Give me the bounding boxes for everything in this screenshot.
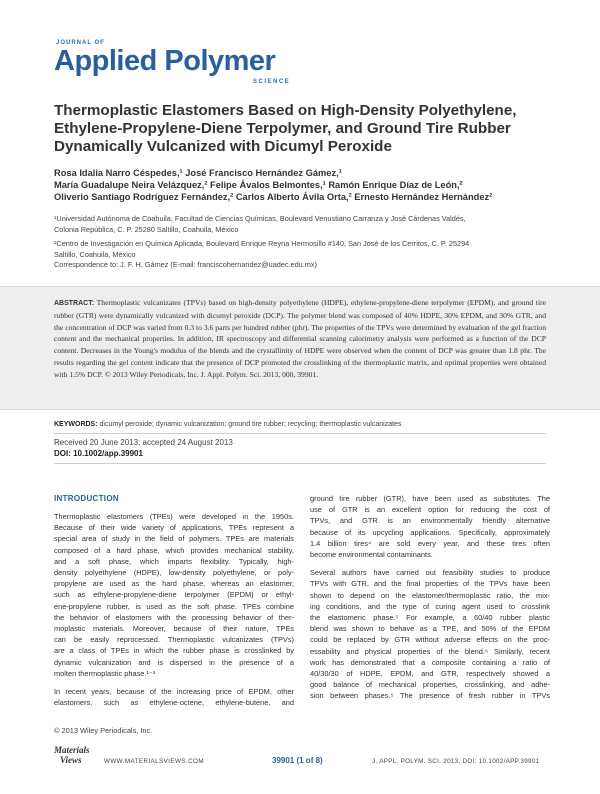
doi: DOI: 10.1002/app.39901 [54,449,143,458]
affiliation-line: ²Centro de Investigación en Química Aplicada, Boulevard Enrique Reyna Hermosillo #140, San José de los Cerritos, C. P. 25294 [54,239,470,248]
body-line: Because of their wide variety of applications, TPEs represent a [54,523,294,533]
body-line: molten thermoplastic phase.¹⁻³ [54,668,156,678]
journal-logo [54,40,314,86]
divider [54,463,546,464]
body-line: become environmental contaminants. [310,550,433,560]
author-list [54,167,554,203]
body-line: and a soft phase, which imparts flexibility. Typically, high- [54,556,294,566]
body-line: ground tire rubber (GTR), have been used as substitutes. The [310,494,550,503]
body-line: can be easily reprocessed. Thermoplastic vulcanizates (TPVs) [54,635,294,645]
divider [54,433,546,434]
journal-logo-top: JOURNAL OF [56,40,105,46]
title-line: Thermoplastic Elastomers Based on High-Density Polyethylene, [54,102,517,119]
affiliation-line: Colonia República, C. P. 25280 Saltillo, Coahuila, México [54,224,239,234]
footer-url: WWW.MATERIALSVIEWS.COM [104,758,204,765]
copyright: © 2013 Wiley Periodicals, Inc. [54,726,153,735]
materials-views-logo [54,745,88,771]
article-title [54,102,524,156]
body-line: density polyethylene (HDPE), low-density polyethylene, or poly- [54,568,294,578]
body-line: ing conditions, and the type of curing agent used to crosslink [310,601,550,611]
body-line: propylene are used as the hard phase, whereas an elastomer, [54,579,294,589]
body-line: 40/30/30 of HDPE, EPDM, and GTR, respectively showed a [310,669,550,679]
author-line: María Guadalupe Neira Velázquez,² Felipe Ávalos Belmontes,¹ Ramón Enrique Díaz de León,² [54,180,463,190]
body-line: blend was shown to behave as a TPE, and 50% of the EPDM [310,624,550,634]
body-line: could be replaced by GTR without adverse effects on the proc- [310,635,550,645]
title-line: Dynamically Vulcanized with Dicumyl Peroxide [54,138,392,155]
journal-logo-name: Applied Polymer [54,45,276,77]
body-line: special area of study in the field of polymers. TPEs are materials [54,534,294,544]
abstract-label: ABSTRACT: [54,300,95,307]
body-line: TPVs with GTR, and the final properties of the TPVs have been [310,579,550,589]
body-line: essability and physical properties of the blend.⁶ Similarly, recent [310,646,550,656]
abstract [54,297,546,381]
journal-logo-bottom: SCIENCE [253,79,291,85]
logo-line: Materials [54,745,90,755]
body-line: moplastic materials. Moreover, because of their nature, TPEs [54,624,294,634]
section-heading-introduction: INTRODUCTION [54,494,119,503]
affiliations [54,214,554,271]
body-line: shown to depend on the elastomer/thermoplastic ratio, the mix- [310,590,550,600]
body-line: such as ethylene-propylene-diene terpolymer (EPDM) or ethyl- [54,590,294,600]
body-line: use of GTR is an excellent option for reducing the cost of [310,505,550,515]
body-column-right [310,493,550,702]
body-line: are a class of TPEs in which the rubber phase is crosslinked by [54,646,294,656]
body-line: composed of a hard phase, which provides mechanical stability, [54,545,294,555]
body-line: dynamic vulcanization and is dispersed in the presence of a [54,657,294,667]
body-line: sion between phases.⁵ The presence of fresh rubber in TPVs [310,691,550,701]
body-line: work has demonstrated that a composite containing a ratio of [310,657,550,667]
title-line: Ethylene-Propylene-Diene Terpolymer, and Ground Tire Rubber [54,120,511,137]
affiliation-line: ¹Universidad Autónoma de Coahuila, Facultad de Ciencias Químicas, Boulevard Venustiano Carranza y José Cárdenas Valdés, [54,214,466,223]
author-line: Oliverio Santiago Rodríguez Fernández,² Carlos Alberto Ávila Orta,² Ernesto Hernández Hernández² [54,192,493,202]
body-line: TPVs, and GTR is an environmentally friendly alternative [310,516,550,526]
affiliation-line: Saltillo, Coahuila, México [54,249,136,259]
abstract-text: Thermoplastic vulcanizates (TPVs) based on high-density polyethylene (HDPE), ethylene-propylene-diene terpolymer (EPDM), and ground tire rubber (GTR) were dynamically vulcanized with dicumyl peroxide (DCP). The polymer blend was composed of 40% HDPE, 30% EPDM, and 30% GTR, and the concentration of DCP was varied from 0.3 to 3.6 parts per hundred rubber (phr). The properties of the TPVs were determined by evaluation of the gel fraction content and the mechanical properties. In addition, IR spectroscopy and differential scanning calorimetry analysis were performed as a function of the DCP content. Decreases in the Young's modulus of the blends and the crystallinity of HDPE were observed when the content of DCP was greater than 1.8 phr. The results regarding the gel content indicate that the presence of DCP promoted the crosslinking of the thermoplastic matrix, and optimal properties were obtained with 1.5% DCP. © 2013 Wiley Periodicals, Inc. J. Appl. Polym. Sci. 2013, 000, 39901. [54,298,546,379]
body-line: In recent years, because of the increasing price of EPDM, other [54,687,294,697]
body-line: the behavior of elastomers with the processing behavior of ther- [54,612,294,622]
keywords [54,420,554,430]
body-line: elastomers, such as ethylene-octene, ethylene-butene, and [54,698,294,708]
keywords-label: KEYWORDS: [54,421,98,428]
body-line: good balance of mechanical properties, crosslinking, and adhe- [310,680,550,690]
body-column-left [54,511,294,708]
body-line: ene-propylene rubber, is used as the soft phase. TPEs combine [54,601,294,611]
body-line: Thermoplastic elastomers (TPEs) were developed in the 1950s. [54,512,294,521]
logo-line: Views [60,755,82,765]
keywords-text: dicumyl peroxide; dynamic vulcanization; ground tire rubber; recycling; thermoplastic vulcanizates [99,421,402,428]
body-line: because of its upcycling applications. Specifically, approximately [310,527,550,537]
correspondence: Correspondence to: J. F. H. Gámez (E-mail: franciscohernandez@uadec.edu.mx) [54,260,317,269]
body-line: 1.4 billion tires⁴ are sold every year, and these tires often [310,538,550,548]
body-line: Several authors have carried out feasibility studies to produce [310,568,550,578]
page-number: 39901 (1 of 8) [272,756,323,765]
footer-journal-ref: J. APPL. POLYM. SCI. 2013, DOI: 10.1002/APP.39901 [372,758,540,765]
received-dates: Received 20 June 2013; accepted 24 August 2013 [54,438,233,447]
body-line: the elastomeric phase.⁵ For example, a 60/40 rubber plastic [310,613,550,623]
author-line: Rosa Idalia Narro Céspedes,¹ José Francisco Hernández Gámez,¹ [54,168,342,178]
